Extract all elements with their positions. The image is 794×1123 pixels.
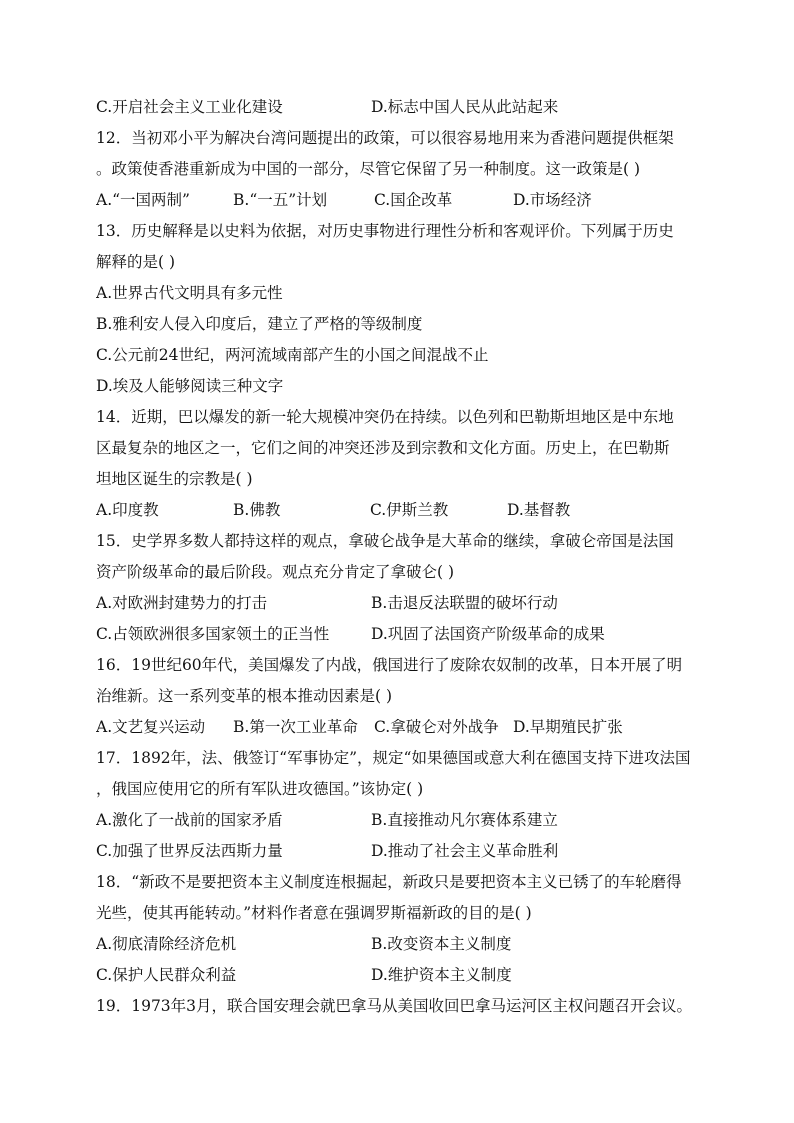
option-c: C.开启社会主义工业化建设 [96,98,283,116]
question-18-options-row-1 [96,929,706,960]
question-12-stem-line-1: 12．当初邓小平为解决台湾问题提出的政策，可以很容易地用来为香港问题提供框架 [96,129,674,147]
question-14-stem-line-2: 区最复杂的地区之一，它们之间的冲突还涉及到宗教和文化方面。历史上，在巴勒斯 [96,439,670,457]
option-c: C.公元前24世纪，两河流域南部产生的小国之间混战不止 [96,346,489,364]
question-17-options-row-1 [96,805,706,836]
option-d: D.标志中国人民从此站起来 [371,98,559,116]
question-14-options [96,495,706,526]
question-13-stem-line-2: 解释的是( ) [96,253,176,271]
question-16 [96,650,706,743]
option-c: C.国企改革 [374,191,453,209]
option-a: A.对欧洲封建势力的打击 [96,594,268,612]
question-17-stem-line-2: ，俄国应使用它的所有军队进攻德国。”该协定( ) [96,780,424,798]
question-19-stem-line-1: 19．1973年3月，联合国安理会就巴拿马从美国收回巴拿马运河区主权问题召开会议。 [96,997,693,1015]
option-d: D.早期殖民扩张 [513,718,623,736]
question-14-stem-line-3: 坦地区诞生的宗教是( ) [96,470,253,488]
question-13-stem-line-1: 13．历史解释是以史料为依据，对历史事物进行理性分析和客观评价。下列属于历史 [96,222,674,240]
option-b: B.“一五”计划 [233,191,328,209]
option-d: D.市场经济 [513,191,592,209]
question-15-stem-line-2: 资产阶级革命的最后阶段。观点充分肯定了拿破仑( ) [96,563,455,581]
option-d: D.巩固了法国资产阶级革命的成果 [371,625,605,643]
question-17-stem-line-1: 17．1892年，法、俄签订“军事协定”，规定“如果德国或意大利在德国支持下进攻法国 [96,749,691,767]
option-d: D.基督教 [507,501,571,519]
option-b: B.击退反法联盟的破坏行动 [371,594,558,612]
option-d: D.维护资本主义制度 [371,966,512,984]
question-16-options [96,712,706,743]
question-17 [96,743,706,867]
exam-page [96,92,706,1022]
option-a: A.文艺复兴运动 [96,718,206,736]
option-c: C.加强了世界反法西斯力量 [96,842,283,860]
option-a: A.印度教 [96,501,159,519]
option-b: B.雅利安人侵入印度后，建立了严格的等级制度 [96,315,423,333]
question-18-stem-line-1: 18．“新政不是要把资本主义制度连根掘起，新政只是要把资本主义已锈了的车轮磨得 [96,873,682,891]
option-c: C.拿破仑对外战争 [374,718,499,736]
question-12 [96,123,706,216]
question-15 [96,526,706,650]
option-c: C.伊斯兰教 [370,501,449,519]
option-a: A.激化了一战前的国家矛盾 [96,811,283,829]
question-15-options-row-2 [96,619,706,650]
option-a: A.世界古代文明具有多元性 [96,284,283,302]
option-a: A.“一国两制” [96,191,190,209]
question-16-stem-line-2: 治维新。这一系列变革的根本推动因素是( ) [96,687,393,705]
question-15-stem-line-1: 15．史学界多数人都持这样的观点，拿破仑战争是大革命的继续，拿破仑帝国是法国 [96,532,674,550]
option-c: C.保护人民群众利益 [96,966,237,984]
option-b: B.第一次工业革命 [233,718,358,736]
question-15-options-row-1 [96,588,706,619]
question-12-stem-line-2: 。政策使香港重新成为中国的一部分，尽管它保留了另一种制度。这一政策是( ) [96,160,641,178]
option-c: C.占领欧洲很多国家领土的正当性 [96,625,330,643]
option-b: B.改变资本主义制度 [371,935,512,953]
question-18-stem-line-2: 光些，使其再能转动。”材料作者意在强调罗斯福新政的目的是( ) [96,904,532,922]
option-d: D.埃及人能够阅读三种文字 [96,377,284,395]
question-19 [96,991,706,1022]
question-14-stem-line-1: 14．近期，巴以爆发的新一轮大规模冲突仍在持续。以色列和巴勒斯坦地区是中东地 [96,408,674,426]
question-14 [96,402,706,526]
question-13 [96,216,706,402]
option-b: B.直接推动凡尔赛体系建立 [371,811,558,829]
prev-question-options [96,92,706,123]
question-16-stem-line-1: 16．19世纪60年代，美国爆发了内战，俄国进行了废除农奴制的改革，日本开展了明 [96,656,683,674]
question-12-options [96,185,706,216]
option-a: A.彻底清除经济危机 [96,935,237,953]
option-b: B.佛教 [233,501,281,519]
question-18-options-row-2 [96,960,706,991]
option-d: D.推动了社会主义革命胜利 [371,842,559,860]
question-18 [96,867,706,991]
question-17-options-row-2 [96,836,706,867]
